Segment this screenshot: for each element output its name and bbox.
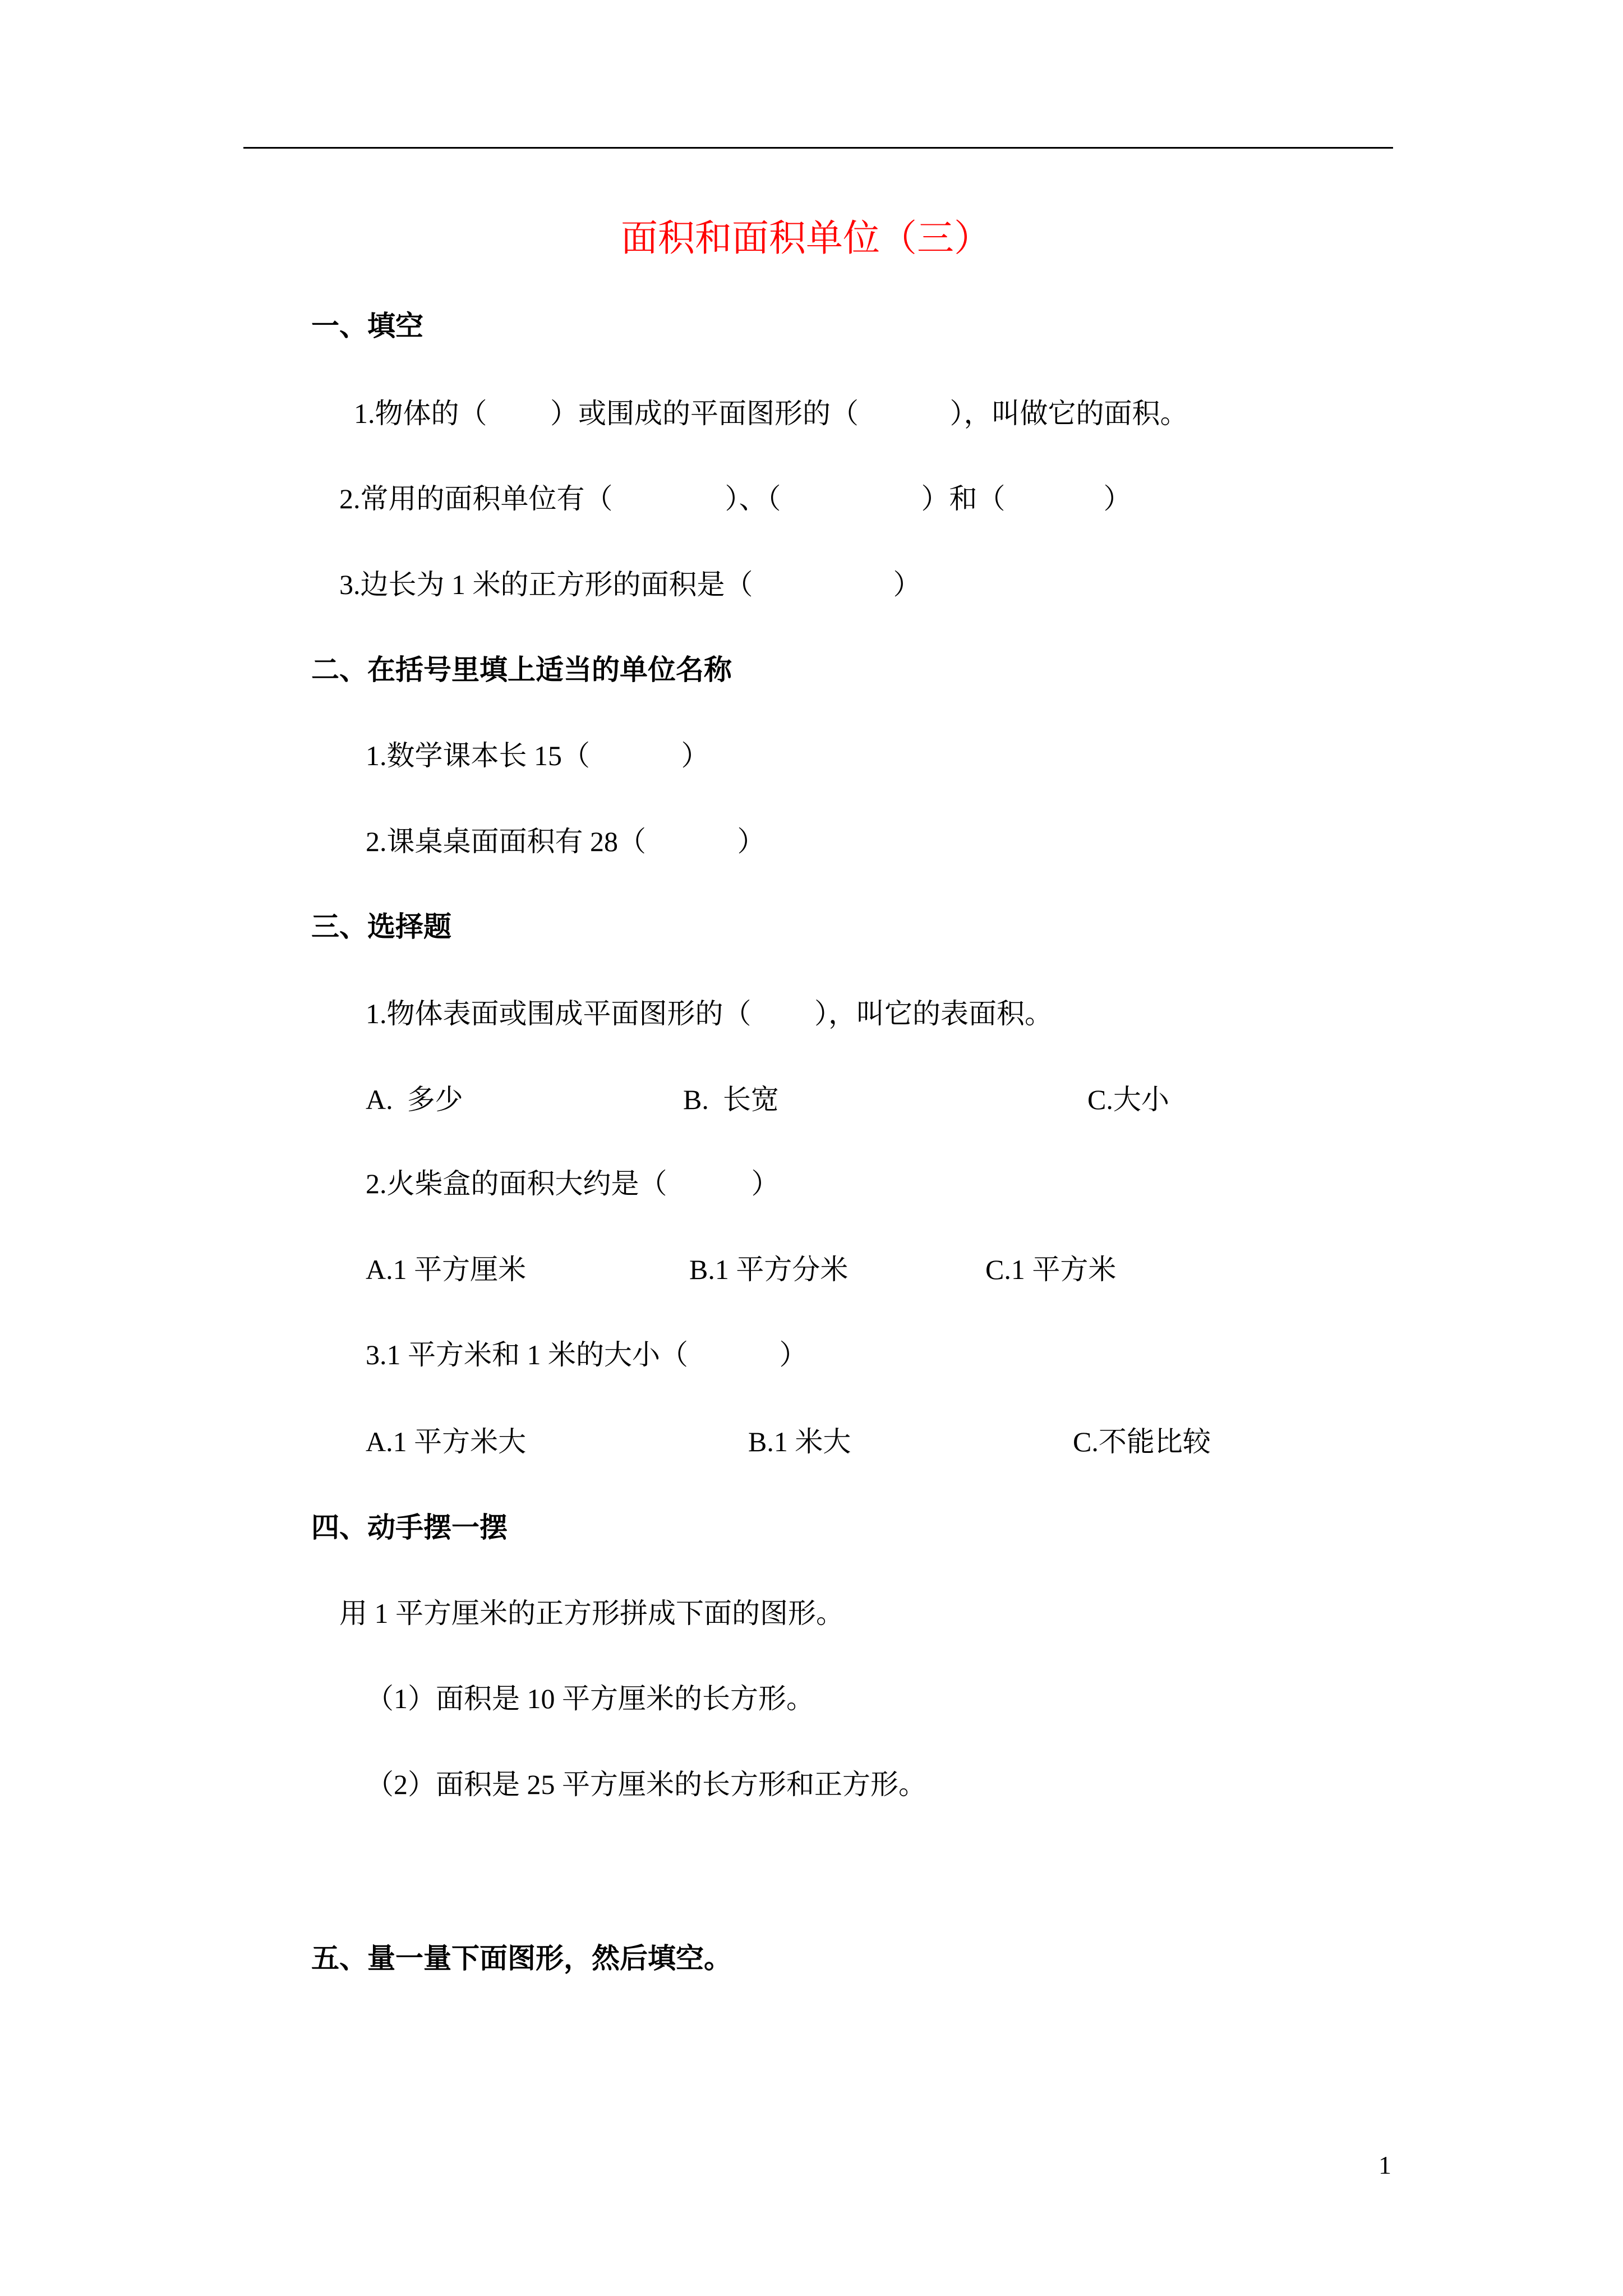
choice-option-a: A.1 平方厘米 [366, 1254, 527, 1285]
choice-option-c: C.1 平方米 [985, 1254, 1117, 1285]
question-item: 2.常用的面积单位有（ ）、（ ）和（ ） [339, 483, 1132, 514]
choice-option-a: A.1 平方米大 [366, 1426, 527, 1457]
section-heading: 五、量一量下面图形，然后填空。 [311, 1943, 732, 1974]
section-heading: 三、选择题 [311, 911, 451, 942]
section-heading: 二、在括号里填上适当的单位名称 [311, 654, 732, 685]
choice-option-c: C.大小 [1087, 1084, 1169, 1115]
question-item: 1.数学课本长 15（ ） [366, 740, 709, 771]
section-heading: 四、动手摆一摆 [311, 1512, 508, 1543]
question-item: 2.课桌桌面面积有 28（ ） [366, 826, 766, 857]
choice-question: 1.物体表面或围成平面图形的（ ），叫它的表面积。 [366, 998, 1053, 1029]
header-rule [243, 147, 1393, 149]
choice-question: 3.1 平方米和 1 米的大小（ ） [366, 1339, 808, 1370]
task-item: （2）面积是 25 平方厘米的长方形和正方形。 [366, 1769, 926, 1800]
task-item: （1）面积是 10 平方厘米的长方形。 [366, 1683, 814, 1714]
question-item: 1.物体的（ ）或围成的平面图形的（ ），叫做它的面积。 [354, 398, 1188, 429]
choice-option-a: A. 多少 [366, 1084, 463, 1115]
page-title: 面积和面积单位（三） [621, 218, 991, 259]
question-item: 3.边长为 1 米的正方形的面积是（ ） [339, 569, 921, 600]
page-number: 1 [1378, 2151, 1391, 2179]
choice-option-b: B. 长宽 [683, 1084, 779, 1115]
section-heading: 一、填空 [311, 310, 423, 342]
choice-option-c: C.不能比较 [1073, 1426, 1211, 1457]
choice-question: 2.火柴盒的面积大约是（ ） [366, 1168, 780, 1199]
section-intro: 用 1 平方厘米的正方形拼成下面的图形。 [339, 1598, 844, 1629]
choice-option-b: B.1 米大 [748, 1426, 851, 1457]
choice-option-b: B.1 平方分米 [689, 1254, 849, 1285]
